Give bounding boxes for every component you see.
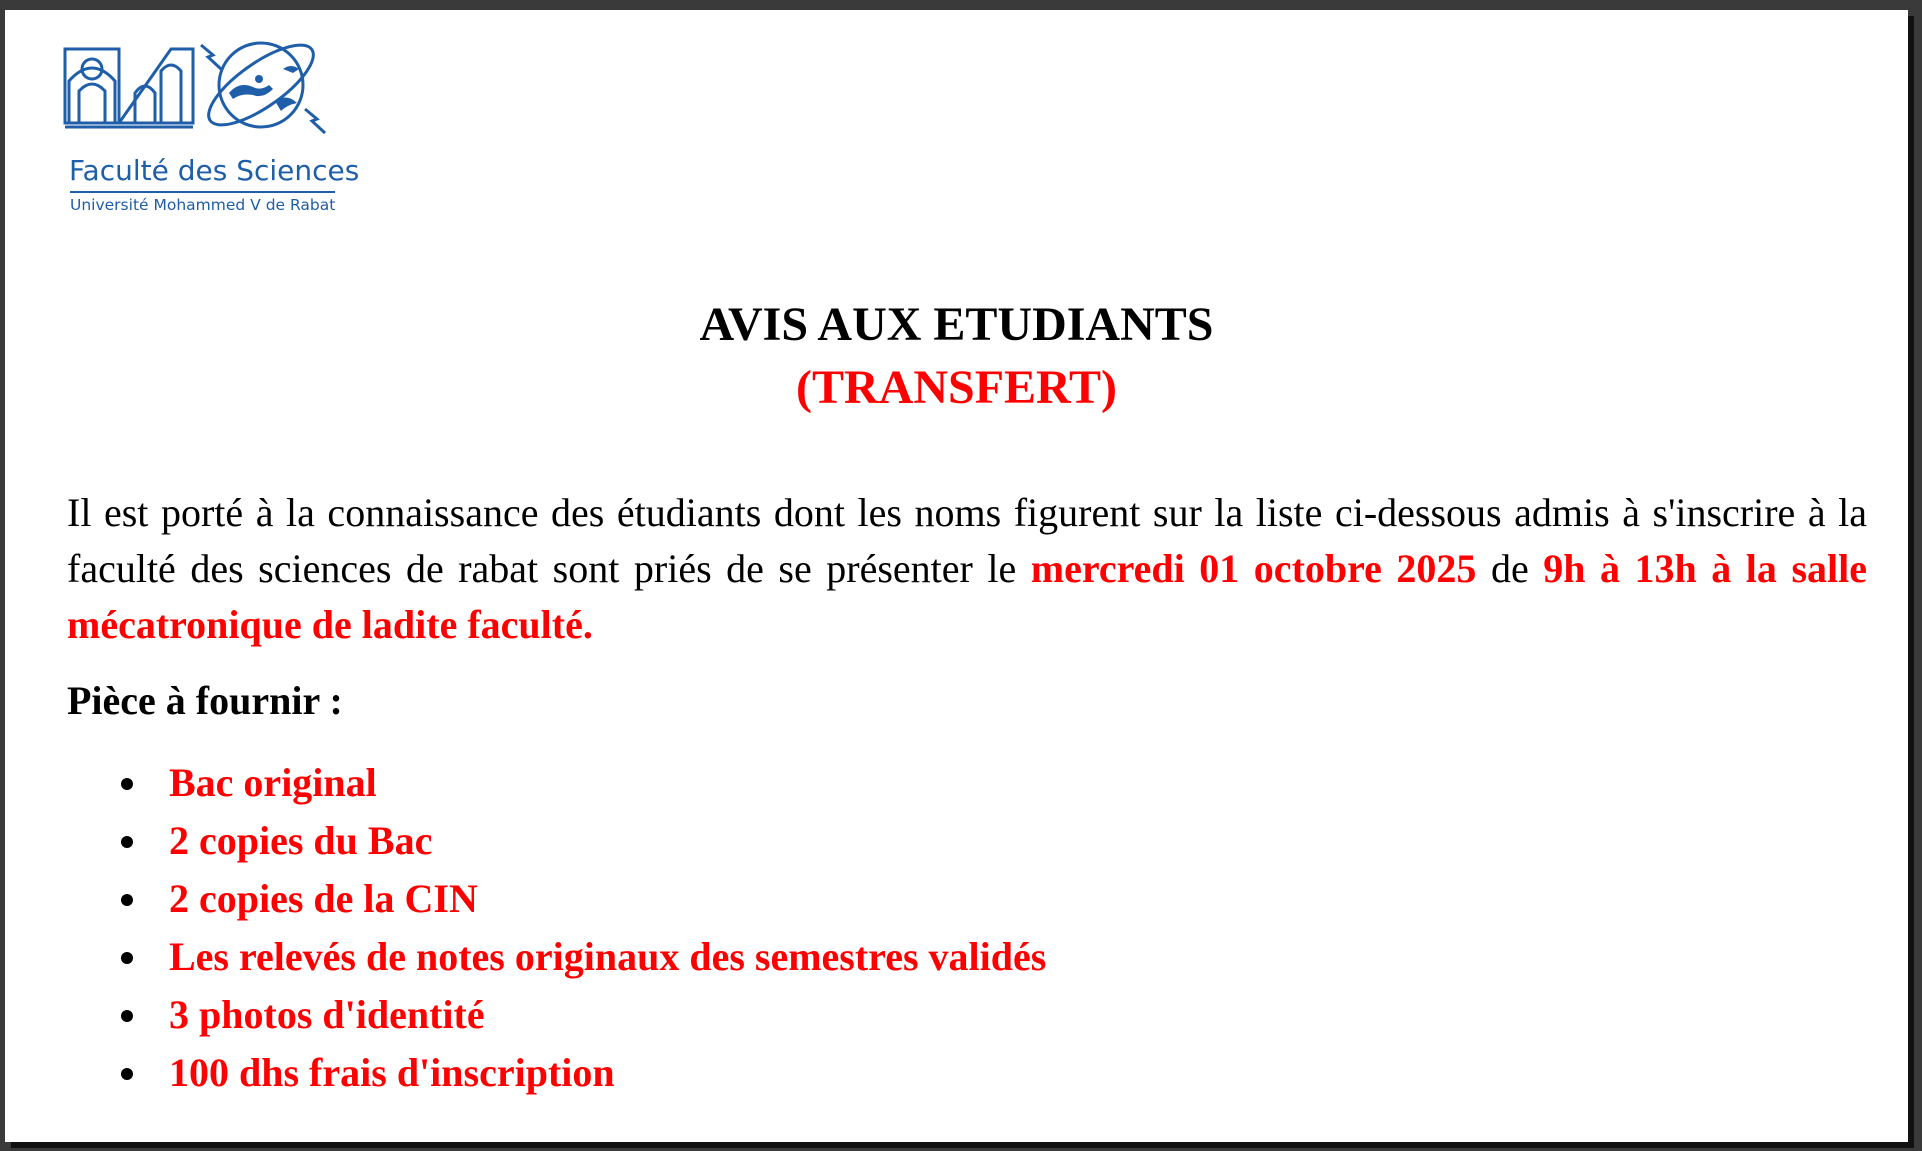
list-item: [117, 986, 1046, 1044]
bullet-icon: [121, 836, 133, 848]
list-item-text: Les relevés de notes originaux des semestres validés: [169, 934, 1047, 979]
bullet-icon: [121, 894, 133, 906]
time-and-place: 9h à 13h à la salle mécatronique de ladite faculté.: [67, 546, 1867, 647]
list-item-text: Bac original: [169, 760, 377, 805]
bullet-icon: [121, 778, 133, 790]
required-documents-list: [117, 754, 1046, 1102]
list-item-text: 2 copies de la CIN: [169, 876, 478, 921]
bullet-icon: [121, 1010, 133, 1022]
list-item-text: 3 photos d'identité: [169, 992, 485, 1037]
list-item-text: 2 copies du Bac: [169, 818, 433, 863]
list-item: [117, 928, 1046, 986]
faculty-logo: [61, 41, 371, 221]
paragraph-text-2: de: [1476, 546, 1544, 591]
notice-title: AVIS AUX ETUDIANTS: [699, 298, 1214, 351]
bullet-icon: [121, 952, 133, 964]
bullet-icon: [121, 1068, 133, 1080]
list-item: [117, 812, 1046, 870]
faculty-emblem-icon: [61, 41, 371, 156]
paragraph-text-1: Il est porté à la connaissance des étudiants dont les noms figurent sur la liste ci-dessous admis à s'inscrire à la faculté des sciences de rabat sont priés de se présenter le: [67, 490, 1867, 591]
document-page: [5, 10, 1908, 1142]
list-item-text: 100 dhs frais d'inscription: [169, 1050, 615, 1095]
list-item: [117, 754, 1046, 812]
notice-paragraph: [67, 485, 1867, 653]
logo-faculty-name: Faculté des Sciences: [69, 154, 360, 187]
notice-subtitle: (TRANSFERT): [796, 361, 1117, 414]
pieces-heading: Pièce à fournir :: [67, 678, 343, 723]
logo-university-name: Université Mohammed V de Rabat: [70, 191, 335, 214]
presentation-date: mercredi 01 octobre 2025: [1030, 546, 1477, 591]
list-item: [117, 870, 1046, 928]
list-item: [117, 1044, 1046, 1102]
